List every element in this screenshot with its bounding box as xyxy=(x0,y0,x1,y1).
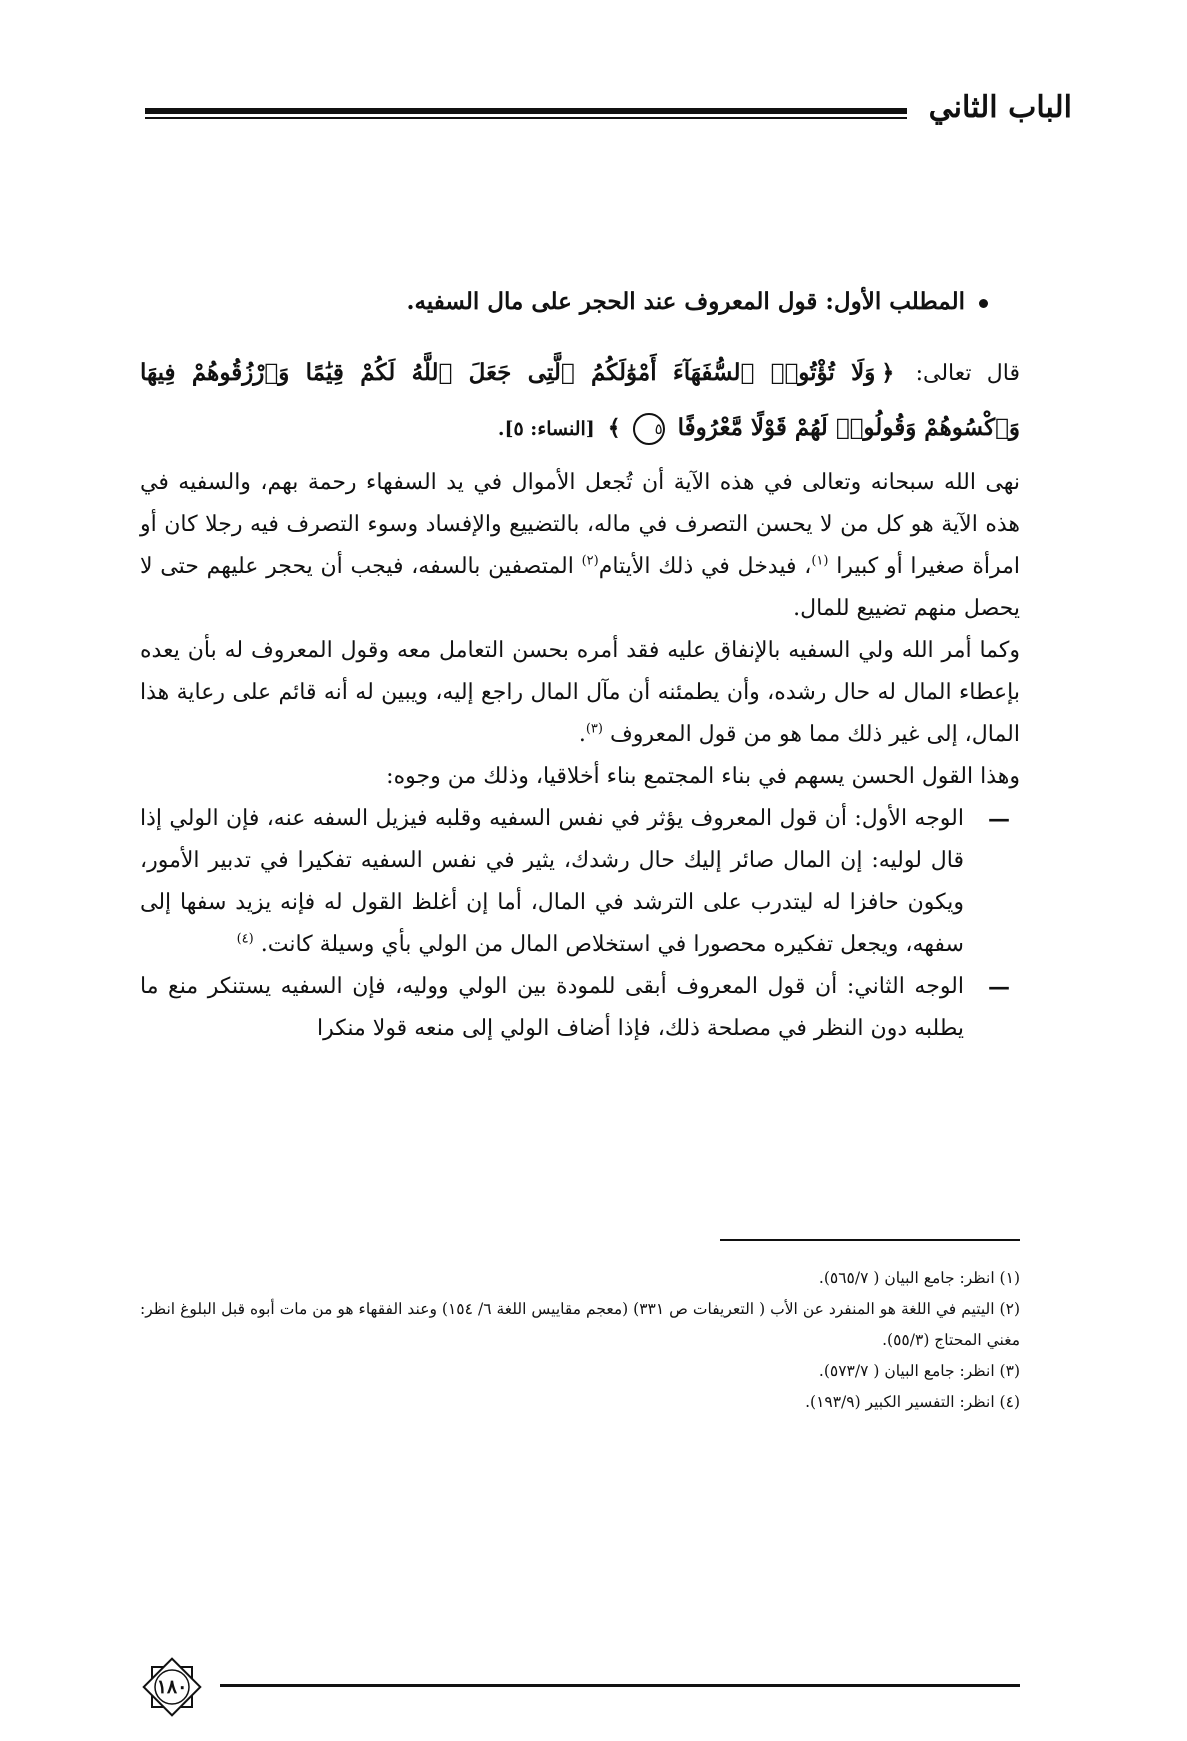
point-second xyxy=(140,966,1020,1050)
footnote-ref-2: (٢) xyxy=(581,553,599,569)
footnote-4: (٤) انظر: التفسير الكبير (١٩٣/٩). xyxy=(805,1393,1020,1411)
footnote-ref-1: (١) xyxy=(811,553,829,569)
point-second-text: الوجه الثاني: أن قول المعروف أبقى للمودة بين الولي ووليه، فإن السفيه يستنكر منع ما يطلبه دون النظر في مصلحة ذلك، فإذا أضاف الولي إلى منعه قولا منكرا xyxy=(140,974,964,1041)
paragraph-2-text-b: . xyxy=(578,722,586,747)
point-first-text: الوجه الأول: أن قول المعروف يؤثر في نفس السفيه وقلبه فيزيل السفه عنه، فإن الولي إذا قال لوليه: إن المال صائر إليك حال رشدك، يثير في نفس السفيه تفكيرا في تدبير الأمور، ويكون حافزا له ليتدرب على الترشد في المال، أما إن أغلظ القول له فإنه يزيد سفها إلى سفهه، ويجعل تفكيره محصورا في استخلاص المال من الولي بأي وسيلة كانت. xyxy=(140,806,964,957)
paragraph-1-text-a: نهى الله سبحانه وتعالى في هذه الآية أن تُجعل الأموال في يد السفهاء رحمة بهم، والسفيه في هذه الآية هو كل من لا يحسن التصرف في ماله، بالتضييع والإفساد وسوء التصرف فيه رجلا كان أو امرأة صغيرا أو كبيرا xyxy=(140,470,1020,579)
footer-rule xyxy=(220,1684,1020,1687)
section-heading-text: المطلب الأول: قول المعروف عند الحجر على مال السفيه. xyxy=(406,288,965,315)
verse-number-icon: ٥ xyxy=(633,413,665,445)
dash-icon: — xyxy=(988,806,1010,832)
main-text xyxy=(140,276,1020,1050)
footnote-separator xyxy=(720,1239,1020,1241)
footnote-3: (٣) انظر: جامع البيان ( ٥٧٣/٧). xyxy=(818,1362,1020,1380)
verse-reference: [النساء: ٥]. xyxy=(497,418,595,440)
open-bracket: ﴿ xyxy=(881,360,895,386)
point-first xyxy=(140,798,1020,966)
footnote-ref-3: (٣) xyxy=(585,721,603,737)
page-number-badge xyxy=(140,1655,204,1719)
footnote-ref-4: (٤) xyxy=(236,931,254,947)
page-number: ١٨٠ xyxy=(156,1676,188,1698)
footnotes xyxy=(140,1263,1020,1418)
footnote-1: (١) انظر: جامع البيان ( ٥٦٥/٧). xyxy=(818,1269,1020,1287)
footnote-2: (٢) اليتيم في اللغة هو المنفرد عن الأب ( التعريفات ص ٣٣١) (معجم مقاييس اللغة ٦/ ١٥٤) وعند الفقهاء هو من مات أبوه قبل البلوغ انظر: مغني المحتاج (٥٥/٣). xyxy=(140,1300,1020,1349)
paragraph-2-text-a: وكما أمر الله ولي السفيه بالإنفاق عليه فقد أمره بحسن التعامل معه وقول المعروف له بأن يعده بإعطاء المال له حال رشده، وأن يطمئنه أن مآل المال راجع إليه، ويبين له أنه قائم على رعاية هذا المال، إلى غير ذلك مما هو من قول المعروف xyxy=(140,638,1020,747)
paragraph-1 xyxy=(140,462,1020,630)
close-bracket: ﴾ xyxy=(607,415,621,441)
quran-verse xyxy=(140,346,1020,456)
header-rule xyxy=(145,108,907,119)
paragraph-1-text-c: المتصفين بالسفه، فيجب أن يحجر عليهم حتى لا يحصل منهم تضييع للمال. xyxy=(140,554,1020,621)
paragraph-1-text-b: ، فيدخل في ذلك الأيتام xyxy=(598,554,812,579)
section-heading xyxy=(140,276,1020,328)
verse-text: وَلَا تُؤْتُوا۟ ٱلسُّفَهَآءَ أَمْوَٰلَكُمُ ٱلَّتِى جَعَلَ ٱللَّهُ لَكُمْ قِيَٰمًا وَٱرْزُقُوهُمْ فِيهَا وَٱكْسُوهُمْ وَقُولُوا۟ لَهُمْ قَوْلًا مَّعْرُوفًا xyxy=(140,359,1020,441)
dash-icon: — xyxy=(988,974,1010,1000)
chapter-title: الباب الثاني xyxy=(928,90,1072,125)
paragraph-2 xyxy=(140,630,1020,756)
verse-lead: قال تعالى: xyxy=(915,361,1021,386)
paragraph-3: وهذا القول الحسن يسهم في بناء المجتمع بناء أخلاقيا، وذلك من وجوه: xyxy=(386,764,1020,789)
bullet-icon xyxy=(979,299,988,308)
